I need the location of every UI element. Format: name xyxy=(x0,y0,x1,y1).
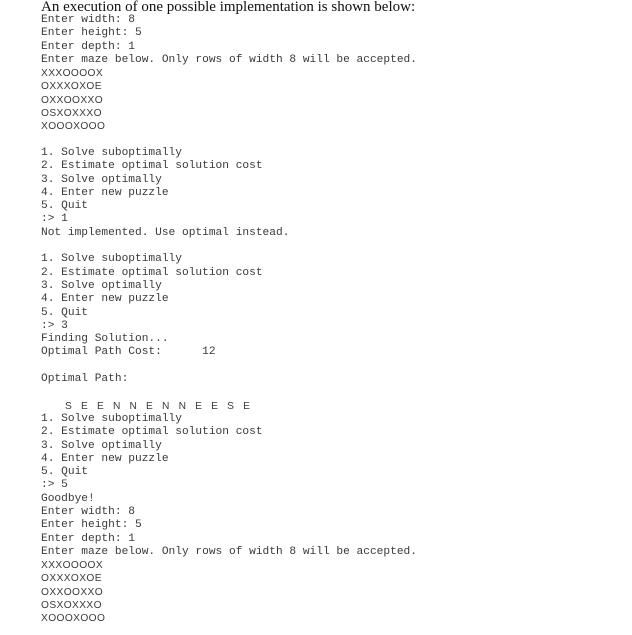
maze-row: OXXOOXXO xyxy=(41,94,104,106)
menu-input: :> 3 xyxy=(41,319,68,332)
maze-row: OXXXOXOE xyxy=(41,81,102,93)
maze-row: OSXOXXXO xyxy=(41,600,102,612)
width-prompt: Enter width: 8 xyxy=(41,505,135,518)
blank-line xyxy=(41,240,621,253)
blank-line xyxy=(41,134,621,147)
maze-prompt: Enter maze below. Only rows of width 8 will be accepted. xyxy=(41,53,417,66)
path-step: N xyxy=(178,400,186,412)
console-transcript xyxy=(41,14,621,626)
maze-row: XOOOXOOO xyxy=(41,121,106,133)
optimal-path-steps xyxy=(41,386,621,412)
menu-item: 5. Quit xyxy=(41,200,88,213)
menu-item: 1. Solve suboptimally xyxy=(41,253,182,266)
optimal-path-label: Optimal Path: xyxy=(41,373,129,386)
document-page xyxy=(41,0,621,626)
path-step: E xyxy=(96,400,104,412)
section-heading: An execution of one possible implementation is shown below: xyxy=(41,0,416,15)
menu-item: 2. Estimate optimal solution cost xyxy=(41,160,263,173)
menu-item: 5. Quit xyxy=(41,466,88,479)
menu-item: 4. Enter new puzzle xyxy=(41,293,169,306)
menu-item: 3. Solve optimally xyxy=(41,439,162,452)
menu-item: 4. Enter new puzzle xyxy=(41,452,169,465)
maze-row: XOOOXOOO xyxy=(41,613,106,625)
maze-row: XXXOOOOX xyxy=(41,560,104,572)
path-step: N xyxy=(129,400,137,412)
menu-input: :> 5 xyxy=(41,479,68,492)
maze-row: XXXOOOOX xyxy=(41,68,104,80)
optimal-path-cost: Optimal Path Cost: 12 xyxy=(41,346,216,359)
height-prompt: Enter height: 5 xyxy=(41,27,142,40)
menu-item: 3. Solve optimally xyxy=(41,173,162,186)
depth-prompt: Enter depth: 1 xyxy=(41,532,135,545)
path-step: E xyxy=(211,400,218,412)
path-step: E xyxy=(146,400,153,412)
height-prompt: Enter height: 5 xyxy=(41,519,142,532)
path-step: N xyxy=(112,400,121,412)
path-step: S xyxy=(64,400,72,412)
path-step: N xyxy=(162,400,170,412)
menu-item: 2. Estimate optimal solution cost xyxy=(41,426,263,439)
menu-item: 5. Quit xyxy=(41,306,88,319)
menu-item: 4. Enter new puzzle xyxy=(41,186,169,199)
path-step: E xyxy=(80,400,88,412)
menu-item: 3. Solve optimally xyxy=(41,279,162,292)
path-step: E xyxy=(195,400,202,412)
goodbye-text: Goodbye! xyxy=(41,492,95,505)
blank-line xyxy=(41,360,621,373)
maze-row: OSXOXXXO xyxy=(41,108,102,120)
menu-item: 1. Solve suboptimally xyxy=(41,146,182,159)
depth-prompt: Enter depth: 1 xyxy=(41,40,135,53)
width-prompt: Enter width: 8 xyxy=(41,14,135,26)
maze-row: OXXXOXOE xyxy=(41,573,102,585)
menu-item: 1. Solve suboptimally xyxy=(41,412,182,425)
menu-input: :> 1 xyxy=(41,213,68,226)
maze-prompt: Enter maze below. Only rows of width 8 will be accepted. xyxy=(41,545,417,558)
finding-solution-text: Finding Solution... xyxy=(41,333,169,346)
path-step: E xyxy=(243,400,250,412)
maze-row: OXXOOXXO xyxy=(41,586,104,598)
menu-item: 2. Estimate optimal solution cost xyxy=(41,266,263,279)
menu-response: Not implemented. Use optimal instead. xyxy=(41,226,290,239)
path-step: S xyxy=(227,400,234,412)
